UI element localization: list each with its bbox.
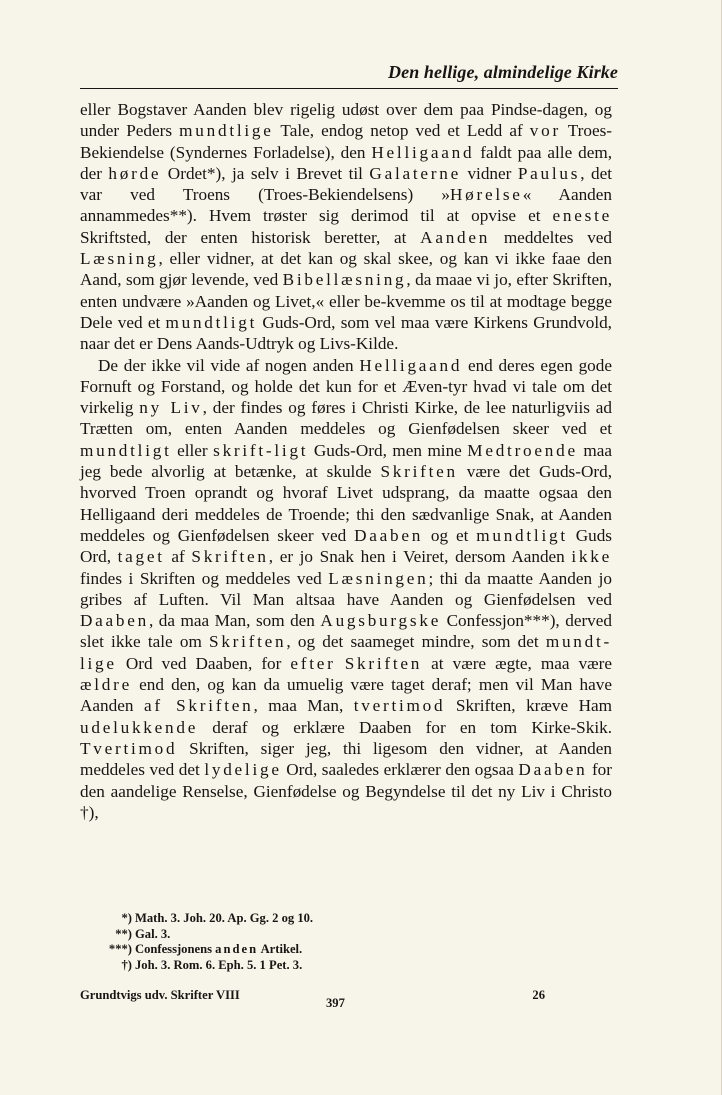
footnote-mark: **) — [115, 926, 132, 941]
footnote-text: Artikel. — [258, 942, 303, 957]
spaced-emphasis: Helligaand — [359, 355, 463, 375]
text-run: « Aanden annammedes**). Hvem trøster sig derimod til at opvise et — [80, 185, 612, 226]
spaced-emphasis: Skriften — [191, 547, 269, 567]
spaced-emphasis: Daaben — [354, 525, 424, 545]
header-rule — [80, 88, 618, 89]
footnote — [80, 927, 313, 943]
spaced-emphasis: hørde — [108, 163, 162, 183]
spaced-emphasis: Læsning — [80, 249, 159, 269]
footnote-text: Math. 3. Joh. 20. Ap. Gg. 2 og 10. — [135, 911, 314, 925]
text-run: end den, og kan da umuelig være taget deraf; men vil Man have Aanden — [80, 675, 612, 716]
text-run: , der findes og føres i Christi Kirke, de lee naturligviis ad Trætten om, enten Aanden meddeles og Gienfødelsen skeer ved et — [80, 398, 612, 439]
text-run: være det Guds-Ord, hvorved Troen oprandt og hvoraf Livet udsprang, da maatte ogsaa den Helligaand deri meddeles de Troende; thi den sædvanlige Snak, at Aanden meddeles og Gienfødelsen skeer ved — [80, 462, 612, 545]
page-number: 397 — [326, 996, 345, 1010]
spaced-emphasis: Medtroende — [467, 440, 578, 460]
text-run: Tale, endog netop ved et Ledd af — [273, 121, 530, 141]
footnote-mark: *) — [121, 911, 132, 925]
spaced-emphasis: taget — [117, 547, 165, 567]
text-run: end deres egen gode Fornuft og Forstand, og holde det kun for et Æven-tyr hvad vi tale om det virkelig — [80, 355, 612, 418]
body-text — [80, 99, 612, 823]
text-run: Skriften, kræve Ham — [445, 696, 612, 716]
spaced-emphasis: Helligaand — [371, 142, 475, 162]
text-run: at være ægte, maa være — [422, 653, 613, 673]
text-run: , det var ved Troens (Troes-Bekiendelsens) » — [80, 163, 612, 205]
text-run: , er jo Snak hen i Veiret, dersom Aanden — [268, 547, 572, 567]
spaced-emphasis: Skriften — [344, 653, 423, 673]
spaced-emphasis: mundtligt — [476, 525, 568, 545]
text-run: Skriften, siger jeg, thi ligesom den vidner, at Aanden meddeles ved det — [80, 738, 612, 780]
text-run: findes i Skriften og meddeles ved — [80, 568, 329, 588]
text-run — [336, 654, 345, 673]
footnotes — [80, 911, 313, 973]
text-run: , maa Man, — [253, 696, 354, 716]
spaced-emphasis: Augsburgske — [320, 611, 442, 631]
text-run: ; thi da maatte Aanden jo gribes af Luften. Vil Man altsaa have Aanden og Gienfødelsen ved — [80, 568, 613, 609]
spaced-emphasis: Skriften — [380, 462, 458, 482]
spaced-emphasis: tvertimod — [353, 696, 446, 716]
spaced-emphasis: mundtlige — [179, 121, 274, 141]
running-head: Den hellige, almindelige Kirke — [388, 62, 618, 82]
spaced-emphasis: anden — [215, 942, 259, 957]
text-run: deraf og erklære Daaben for en tom Kirke-Skik. — [198, 717, 612, 737]
footnote — [80, 958, 313, 974]
text-run: Ordet*), ja selv i Brevet til — [161, 163, 370, 183]
text-run: Guds-Ord, som vel maa være Kirkens Grundvold, naar det er Dens Aands-Udtryk og Livs-Kilde. — [80, 312, 612, 354]
text-run: og et — [423, 525, 477, 545]
spaced-emphasis: ældre — [80, 675, 132, 695]
text-run: Ord ved Daaben, for — [116, 653, 291, 673]
spaced-emphasis: udelukkende — [80, 717, 199, 737]
spaced-emphasis: Daaben — [518, 760, 588, 780]
spaced-emphasis: af Skriften — [143, 696, 254, 716]
footnote-mark: †) — [121, 957, 132, 972]
spaced-emphasis: Skriften — [209, 632, 287, 652]
text-run: vidner — [460, 163, 518, 183]
text-run: , da maae vi jo, efter Skriften, enten undvære »Aanden og Livet,« eller be-kvemme os til at modtage begge Dele ved et — [80, 270, 612, 332]
spaced-emphasis: Bibellæsning — [282, 270, 407, 290]
text-run: maa jeg bede alvorlig at betænke, at skulde — [80, 440, 612, 482]
footnote — [80, 911, 313, 927]
text-run: Confessjon***), derved slet ikke tale om — [80, 611, 612, 652]
footnote — [80, 942, 313, 958]
spaced-emphasis: Tvertimod — [80, 738, 178, 758]
footnote-text: Gal. 3. — [135, 926, 171, 941]
text-run: , eller vidner, at det kan og skal skee, og kan vi ikke faae den Aand, som gjør levende, ved — [80, 249, 612, 290]
spaced-emphasis: vor — [529, 121, 561, 141]
spaced-emphasis: Hørelse — [449, 185, 523, 205]
text-run: for den aandelige Renselse, Gienfødelse og Begyndelse til det ny Liv i Christo †), — [80, 760, 612, 822]
spaced-emphasis: mundtligt — [165, 312, 258, 332]
text-run: Skriftsted, der enten historisk beretter, at — [80, 227, 421, 247]
spaced-emphasis: skrift-ligt — [213, 440, 309, 460]
footnote-text: Confessjonens — [135, 942, 216, 957]
spaced-emphasis: mundt-lige — [80, 632, 612, 673]
text-run: af — [164, 547, 192, 567]
signature-line: Grundtvigs udv. Skrifter VIII — [80, 988, 240, 1002]
spaced-emphasis: ikke — [571, 547, 612, 567]
footnote-mark: ***) — [108, 942, 132, 957]
spaced-emphasis: eneste — [552, 206, 612, 226]
text-run: Troes-Bekiendelse (Syndernes Forladelse), den — [80, 121, 612, 162]
spaced-emphasis: Læsningen — [328, 568, 429, 588]
footnote-text: Joh. 3. Rom. 6. Eph. 5. 1 Pet. 3. — [135, 957, 303, 972]
text-run: , og det saameget mindre, som det — [286, 632, 546, 652]
spaced-emphasis: mundtligt — [80, 440, 172, 460]
paragraph — [80, 355, 612, 824]
spaced-emphasis: Aanden — [420, 227, 491, 247]
spaced-emphasis: ny Liv — [139, 398, 203, 418]
text-run: , da maa Man, som den — [149, 611, 321, 631]
text-run: Ord, saaledes erklærer den ogsaa — [281, 760, 519, 780]
spaced-emphasis: efter — [290, 653, 336, 673]
text-run: eller — [171, 440, 214, 460]
spaced-emphasis: Galaterne — [369, 163, 461, 183]
spaced-emphasis: Daaben — [80, 611, 149, 631]
text-run: De der ikke vil vide af nogen anden — [98, 355, 360, 375]
spaced-emphasis: Paulus — [517, 163, 581, 183]
paragraph — [80, 99, 612, 355]
text-run: eller Bogstaver Aanden blev rigelig udøst over dem paa Pindse-dagen, og under Peders — [80, 100, 612, 141]
text-run: meddeltes ved — [490, 227, 613, 247]
text-run: Guds-Ord, men mine — [308, 440, 468, 460]
text-run: Guds Ord, — [80, 525, 613, 567]
sheet-number: 26 — [532, 988, 545, 1002]
text-run: faldt paa alle dem, der — [80, 142, 612, 183]
spaced-emphasis: lydelige — [204, 760, 282, 780]
